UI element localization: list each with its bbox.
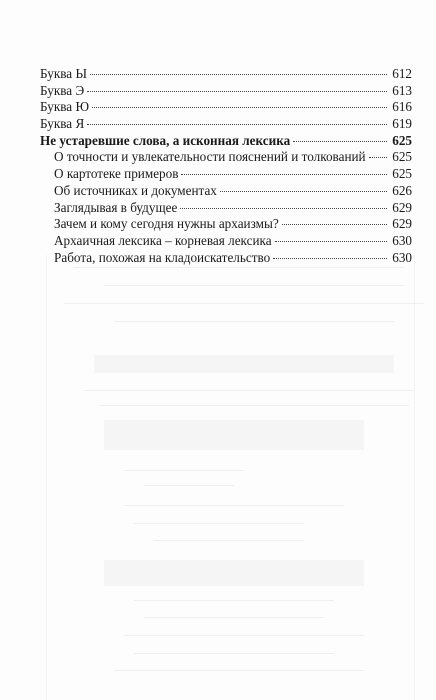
toc-entry-page: 629 (392, 199, 412, 215)
toc-entry-page: 630 (392, 249, 412, 265)
dot-leader (92, 107, 387, 108)
toc-entry-page: 613 (392, 82, 412, 98)
toc-entry-title: Буква Ю (40, 99, 90, 115)
toc-entry-title: Буква Э (40, 82, 85, 98)
toc-entry-title: О точности и увлекательности пояснений и толкований (54, 149, 366, 165)
toc-entry-page: 612 (392, 66, 412, 81)
toc-entry-title: Об источниках и документах (54, 182, 217, 198)
dot-leader (282, 224, 387, 225)
toc-subentry (40, 166, 412, 183)
toc-subentry (40, 250, 412, 267)
toc-entry-page: 619 (392, 116, 412, 132)
toc-entry (40, 116, 412, 133)
toc-entry-page: 625 (392, 166, 412, 182)
show-through-background (44, 255, 436, 700)
dot-leader (293, 141, 387, 142)
toc-entry-page: 616 (392, 99, 412, 115)
toc-section-heading (40, 133, 412, 150)
dot-leader (273, 258, 387, 259)
toc-entry-page: 629 (392, 216, 412, 232)
toc-entry (40, 99, 412, 116)
toc-entry-title: Работа, похожая на кладоискательство (54, 249, 271, 265)
toc-entry (40, 66, 412, 83)
toc-entry-title: Буква Ы (40, 66, 87, 81)
toc-entry-page: 625 (392, 132, 412, 148)
toc-subentry (40, 149, 412, 166)
toc-entry-title: Зачем и кому сегодня нужны архаизмы? (54, 216, 279, 232)
dot-leader (220, 191, 387, 192)
toc-subentry (40, 183, 412, 200)
toc-entry-title: О картотеке примеров (54, 166, 179, 182)
toc-entry (40, 83, 412, 100)
dot-leader (369, 157, 387, 158)
dot-leader (87, 91, 387, 92)
toc-entry-title: Заглядывая в будущее (54, 199, 178, 215)
toc-entry-page: 625 (392, 149, 412, 165)
dot-leader (180, 208, 387, 209)
toc-entry-title: Буква Я (40, 116, 85, 132)
dot-leader (275, 241, 387, 242)
dot-leader (90, 74, 387, 75)
toc-entry-page: 630 (392, 232, 412, 248)
toc-subentry (40, 233, 412, 250)
toc-subentry (40, 216, 412, 233)
dot-leader (181, 174, 387, 175)
toc-subentry (40, 200, 412, 217)
toc-entry-title: Архаичная лексика – корневая лексика (54, 232, 272, 248)
dot-leader (87, 124, 387, 125)
toc-entry-page: 626 (392, 182, 412, 198)
toc-entry-title: Не устаревшие слова, а исконная лексика (40, 132, 291, 148)
table-of-contents (40, 66, 412, 266)
